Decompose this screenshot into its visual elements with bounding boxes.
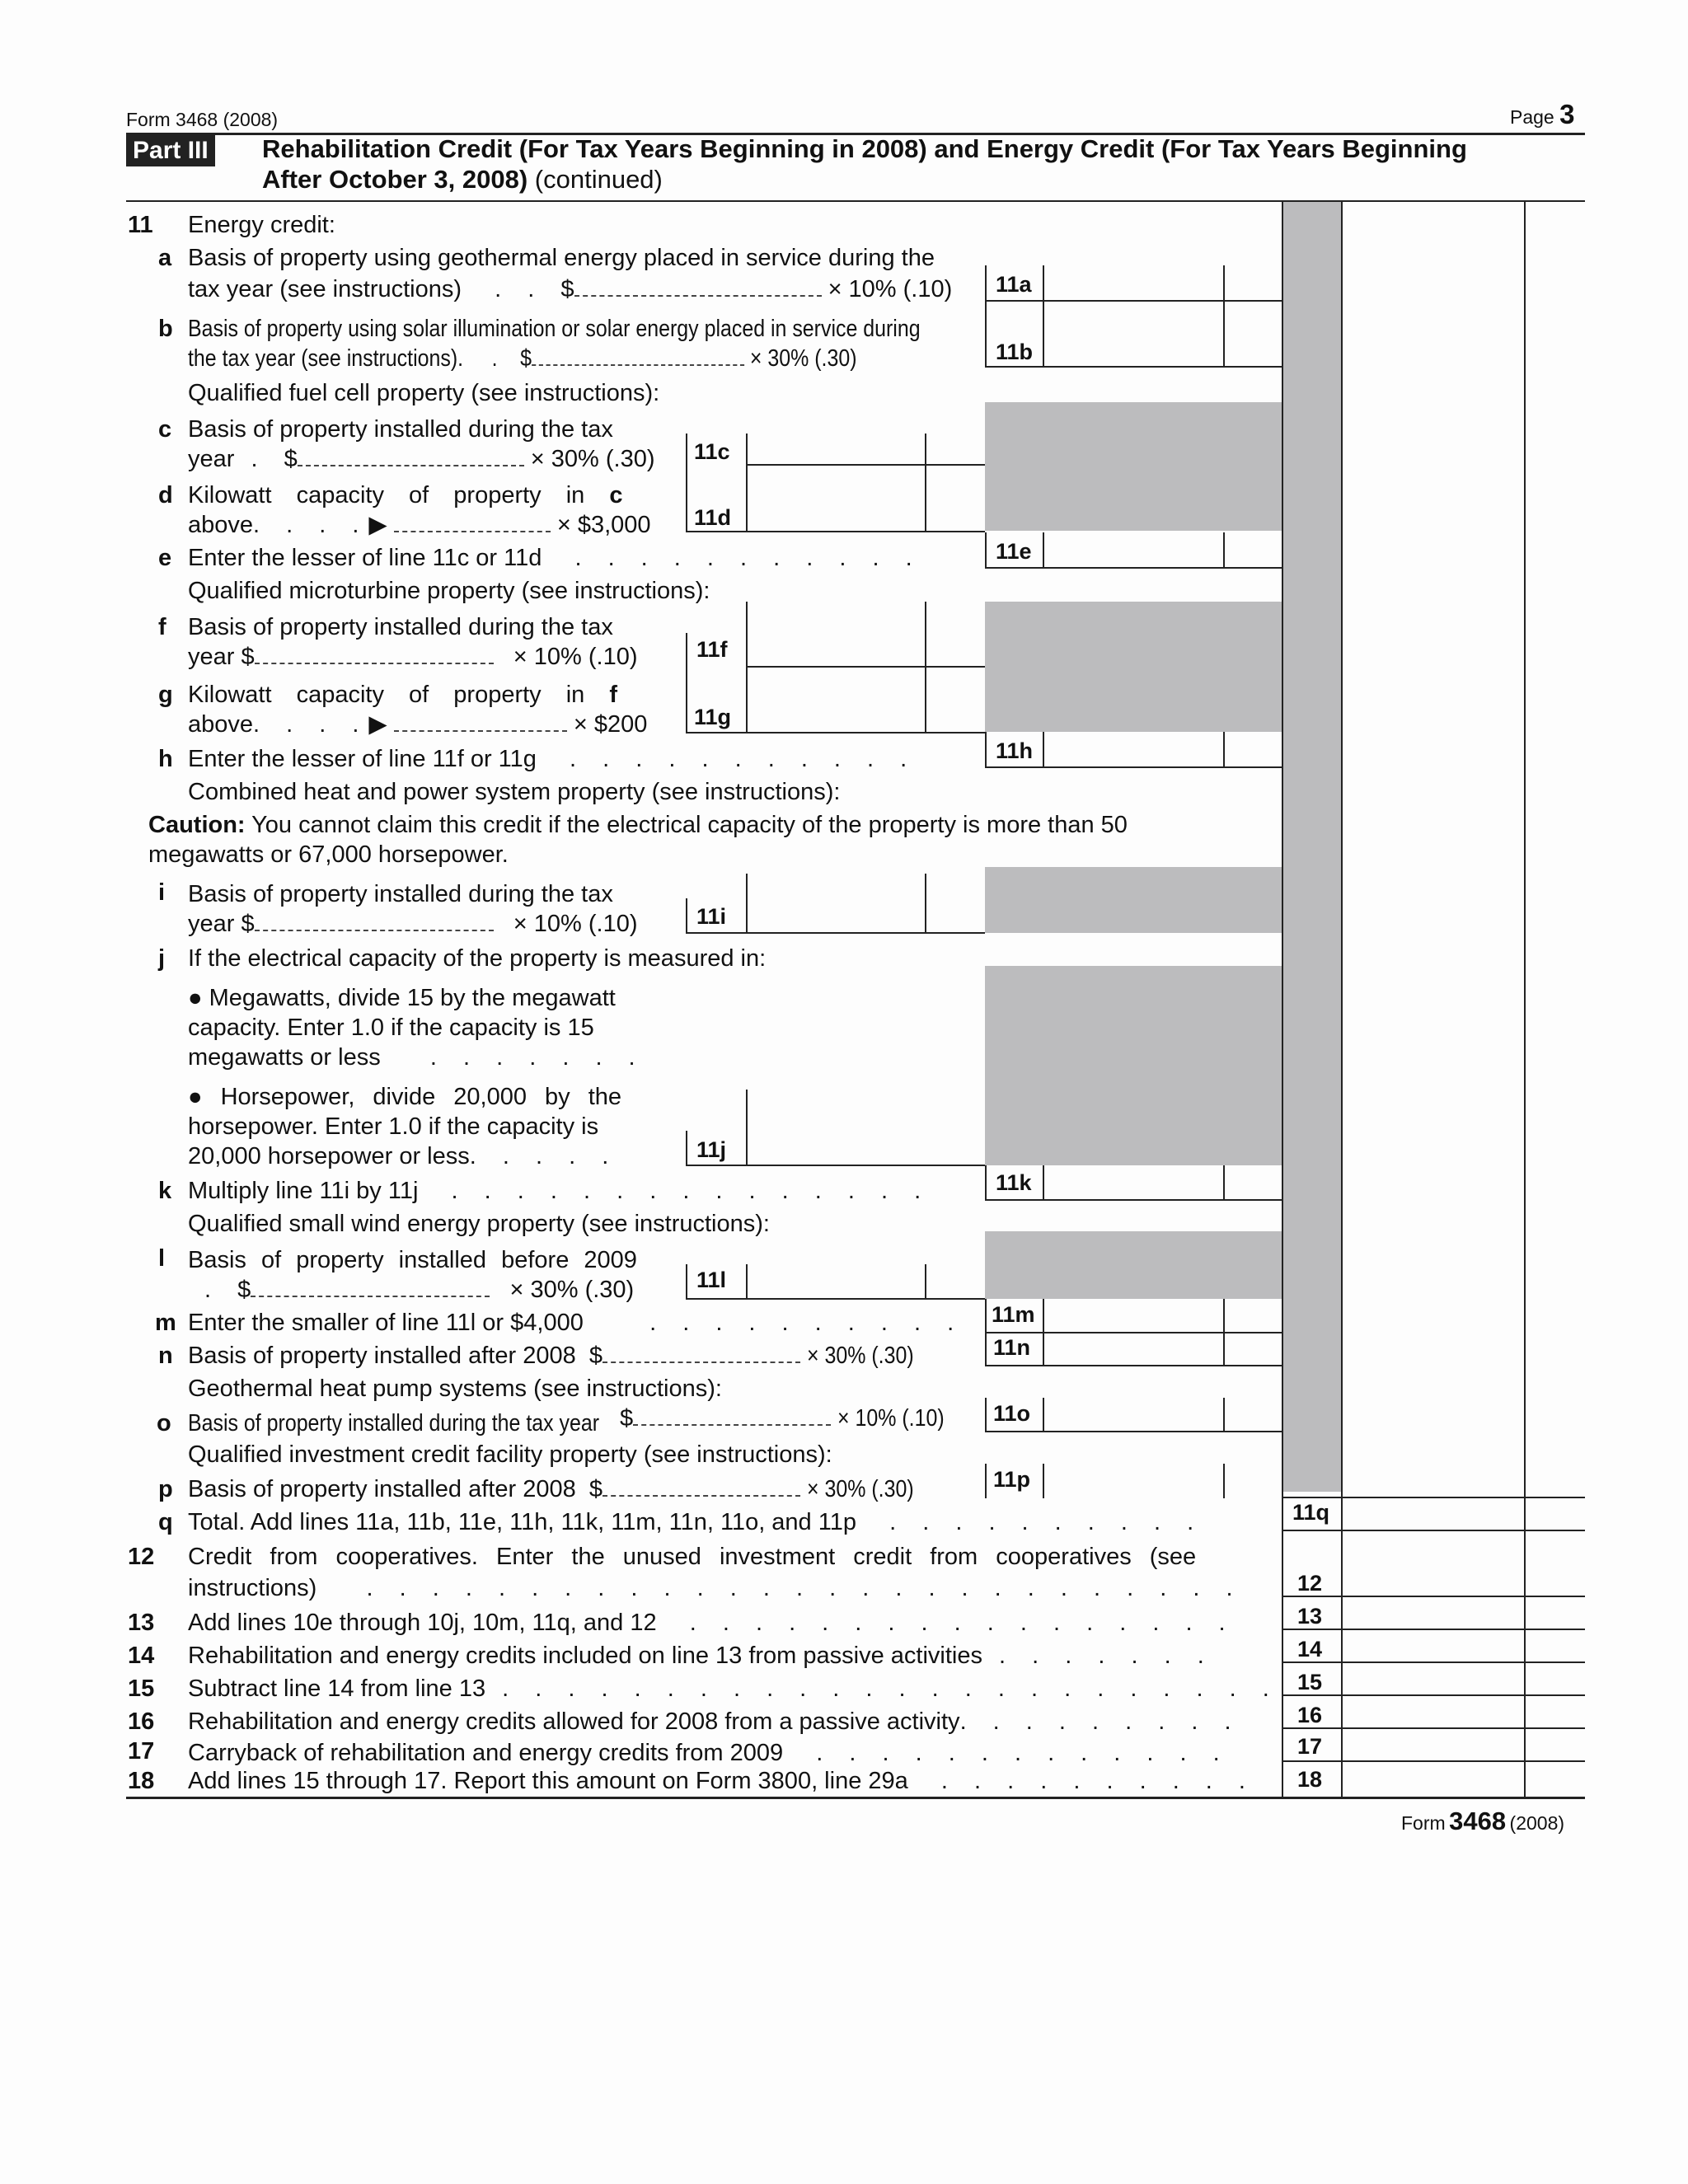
amount-field-11i[interactable] [746,898,919,930]
box-divider [1223,1165,1225,1200]
footer-form-label: Form [1401,1812,1446,1834]
box-rule [746,464,985,466]
box-divider [1043,265,1044,366]
box-label: 11n [993,1335,1031,1360]
amount-field-11p[interactable] [1055,1462,1220,1493]
box-divider [1223,732,1225,766]
box-rule [985,1332,1282,1333]
box-label: 11b [996,340,1034,364]
line-text: tax year (see instructions) . . $ × 10% (.10) [188,276,953,302]
line-text: Basis of property installed after 2008 $ × 30% (.30) [188,1476,914,1502]
column-divider [1341,202,1343,1797]
amount-field-11a[interactable] [1055,267,1220,298]
box-label: 14 [1297,1637,1323,1661]
line-text: Enter the smaller of line 11l or $4,000 . . . . . . . . . . [188,1310,964,1336]
line-text: megawatts or less . . . . . . . [188,1044,645,1071]
amount-field-18[interactable] [1345,1762,1520,1795]
amount-field-11b[interactable] [1055,333,1220,364]
line-letter: l [158,1245,166,1272]
line-text: Rehabilitation and energy credits allowed for 2008 from a passive activity. . . . . . . . . [188,1708,1241,1735]
line-letter: p [158,1476,173,1502]
line-text: Basis of property installed during the tax [188,614,613,640]
subheading: Qualified microturbine property (see instructions): [188,578,710,604]
box-rule [985,567,1282,569]
subheading: Geothermal heat pump systems (see instructions): [188,1376,722,1402]
box-divider [686,1131,687,1165]
box-divider [746,1090,748,1165]
box-divider [985,1398,987,1432]
line-text: Rehabilitation and energy credits included on line 13 from passive activities . . . . . . . [188,1643,1214,1669]
box-rule [985,1199,1282,1201]
line-letter: j [158,945,166,972]
box-divider [985,532,987,567]
line-text: Basis of property installed during the tax [188,416,613,443]
column-divider [1524,202,1526,1797]
caution-text: Caution: You cannot claim this credit if the electrical capacity of the property is more than 50 [148,812,1128,838]
line-letter: b [158,316,173,342]
line-text: Add lines 10e through 10j, 10m, 11q, and 12 . . . . . . . . . . . . . . . . . [188,1610,1236,1636]
line-number: 17 [128,1738,155,1765]
box-divider [686,434,687,531]
amount-field-15[interactable] [1345,1663,1520,1694]
box-label: 11d [694,505,732,530]
amount-field-11d[interactable] [746,499,919,530]
line-text: above. . . .▶ × $200 [188,711,648,738]
shaded-column [1283,202,1341,1492]
box-rule [1282,1497,1585,1498]
box-divider [1043,532,1044,567]
amount-field-11f[interactable] [746,632,919,663]
box-divider [686,1264,687,1299]
box-label: 11q [1292,1500,1330,1525]
box-rule [686,1298,985,1300]
line-text: ● Megawatts, divide 15 by the megawatt [188,985,616,1011]
box-rule [985,766,1282,768]
line-text: . $ × 30% (.30) [188,1277,635,1303]
line-number: 12 [128,1544,155,1570]
part-tag: Part III [126,135,215,166]
line-letter: g [158,682,173,708]
amount-field-11c[interactable] [746,434,919,466]
line-letter: n [158,1343,173,1369]
box-divider [985,265,987,366]
line-letter: k [158,1178,172,1204]
page-label: Page [1510,106,1554,128]
box-divider [985,732,987,766]
line-letter: e [158,545,172,571]
line-letter: q [158,1509,173,1535]
box-label: 11a [996,272,1032,297]
box-rule [686,1165,985,1166]
part-title-line2: After October 3, 2008) (continued) [262,165,663,194]
amount-field-11h[interactable] [1055,733,1220,765]
box-divider [1223,1398,1225,1432]
box-rule [686,531,985,532]
box-rule [686,932,985,934]
line-text: Kilowatt capacity of property in f [188,682,618,708]
line-text: $ × 10% (.10) [620,1405,945,1432]
line-text: Enter the lesser of line 11f or 11g . . . . . . . . . . . [188,746,917,772]
subheading: Qualified fuel cell property (see instructions): [188,380,660,406]
line-letter: d [158,482,173,509]
subheading: Qualified investment credit facility property (see instructions): [188,1441,832,1468]
box-label: 15 [1297,1670,1323,1694]
page-number: 3 [1559,99,1575,129]
box-divider [1043,1165,1044,1200]
shaded-area [985,966,1282,1165]
line-text: above. . . .▶ × $3,000 [188,512,651,538]
line-number: 11 [128,212,153,238]
line-text: year . $ × 30% (.30) [188,446,655,472]
box-label: 11f [696,637,728,662]
line-letter: c [158,416,172,443]
amount-field-11e[interactable] [1055,534,1220,565]
box-divider [985,1165,987,1200]
caution-text: megawatts or 67,000 horsepower. [148,841,509,868]
shaded-area [985,1231,1282,1299]
line-text: Basis of property installed during the tax year [188,1410,600,1436]
amount-field-11j[interactable] [746,1131,919,1162]
box-divider [1223,265,1225,366]
box-divider [1223,532,1225,567]
box-divider [746,874,748,933]
line-text: Basis of property using solar illumination or solar energy placed in service during [188,316,921,342]
amount-field-11o[interactable] [1055,1396,1220,1427]
box-label: 13 [1297,1604,1323,1629]
subheading: Qualified small wind energy property (see instructions): [188,1211,770,1237]
shaded-area [985,867,1282,933]
box-label: 11o [993,1401,1031,1426]
page-indicator [1510,99,1574,130]
line-text: Carryback of rehabilitation and energy credits from 2009 . . . . . . . . . . . . . [188,1740,1230,1766]
line-text: Multiply line 11i by 11j . . . . . . . . . . . . . . . [188,1178,931,1204]
line-letter: o [157,1410,171,1436]
line-number: 16 [128,1708,155,1735]
amount-field-11q[interactable] [1345,1497,1520,1530]
shaded-area [985,402,1282,531]
line-text: the tax year (see instructions). . $ × 30% (.30) [188,345,857,372]
footer-rule [126,1797,1585,1799]
form-footer [1401,1807,1564,1836]
line-text: horsepower. Enter 1.0 if the capacity is [188,1113,599,1140]
line-number: 14 [128,1643,155,1669]
box-label: 11p [993,1467,1031,1492]
line-text: ● Horsepower, divide 20,000 by the [188,1084,622,1110]
column-divider [1282,202,1283,1797]
line-text: Credit from cooperatives. Enter the unused investment credit from cooperatives (see [188,1544,1197,1570]
footer-form-number: 3468 [1449,1807,1507,1835]
amount-field-11l[interactable] [746,1263,919,1294]
amount-field-16[interactable] [1345,1696,1520,1727]
box-label: 16 [1297,1703,1323,1727]
box-label: 11m [992,1302,1035,1327]
line-text: instructions) . . . . . . . . . . . . . . . . . . . . . . . . . . . [188,1575,1243,1601]
line-text: Enter the lesser of line 11c or 11d . . . . . . . . . . . [188,545,922,571]
box-label: 11c [694,439,730,464]
box-divider [1043,732,1044,766]
line-text: capacity. Enter 1.0 if the capacity is 15 [188,1015,594,1041]
box-label: 11j [696,1137,727,1162]
box-rule [985,1365,1282,1366]
line-letter: m [155,1310,176,1336]
line-letter: f [158,614,166,640]
box-divider [925,874,926,933]
box-rule [985,1431,1282,1432]
line-text: If the electrical capacity of the property is measured in: [188,945,767,972]
line-number: 13 [128,1610,155,1636]
amount-field-12[interactable] [1345,1564,1520,1596]
box-divider [925,434,926,531]
box-rule [1282,1530,1585,1531]
box-rule [686,732,985,733]
form-header-left: Form 3468 (2008) [126,109,279,130]
line-text: Energy credit: [188,212,335,238]
line-text: Basis of property using geothermal energy placed in service during the [188,245,935,271]
line-text: Basis of property installed during the tax [188,881,613,907]
box-divider [1223,1464,1225,1498]
box-label: 11g [694,705,732,729]
line-text: Total. Add lines 11a, 11b, 11e, 11h, 11k, 11m, 11n, 11o, and 11p . . . . . . . . . . [188,1509,1204,1535]
amount-field-13[interactable] [1345,1597,1520,1629]
box-divider [1043,1398,1044,1432]
line-text: Basis of property installed before 2009 [188,1247,637,1273]
line-letter: i [158,879,166,906]
box-rule [985,300,1282,302]
box-rule [746,666,985,668]
box-label: 11l [696,1268,727,1292]
box-label: 11e [996,539,1032,564]
shaded-area [985,602,1282,732]
line-text: Add lines 15 through 17. Report this amount on Form 3800, line 29a . . . . . . . . . . [188,1768,1255,1794]
amount-field-17[interactable] [1345,1729,1520,1760]
line-letter: a [158,245,172,271]
line-letter: h [158,746,173,772]
line-number: 15 [128,1675,155,1702]
part-title-line1: Rehabilitation Credit (For Tax Years Beginning in 2008) and Energy Credit (For Tax Years Beginning [262,134,1467,163]
box-divider [686,898,687,933]
line-text: 20,000 horsepower or less. . . . . [188,1143,619,1169]
box-divider [985,1464,987,1498]
amount-field-11m[interactable] [1055,1301,1220,1332]
footer-form-year: (2008) [1509,1812,1565,1834]
box-divider [746,1264,748,1299]
line-text: Kilowatt capacity of property in c [188,482,623,509]
amount-field-14[interactable] [1345,1630,1520,1661]
line-number: 18 [128,1768,155,1794]
box-rule [985,366,1282,368]
line-text: Subtract line 14 from line 13 . . . . . . . . . . . . . . . . . . . . . . . . [188,1675,1279,1702]
box-divider [686,633,687,732]
box-divider [746,434,748,531]
line-text: year $ × 10% (.10) [188,911,638,937]
line-text: year $ × 10% (.10) [188,644,638,670]
box-label: 11i [696,904,727,929]
box-label: 12 [1297,1571,1323,1596]
line-text: Basis of property installed after 2008 $ × 30% (.30) [188,1343,914,1369]
amount-field-11n[interactable] [1055,1333,1220,1365]
box-label: 11k [996,1170,1032,1195]
part-title-rule [126,200,1585,202]
box-label: 17 [1297,1734,1323,1759]
amount-field-11k[interactable] [1055,1165,1220,1197]
box-divider [1043,1464,1044,1498]
box-divider [925,1264,926,1299]
box-label: 11h [996,738,1034,763]
amount-field-11g[interactable] [746,699,919,730]
box-label: 18 [1297,1767,1323,1792]
subheading: Combined heat and power system property (see instructions): [188,779,841,805]
